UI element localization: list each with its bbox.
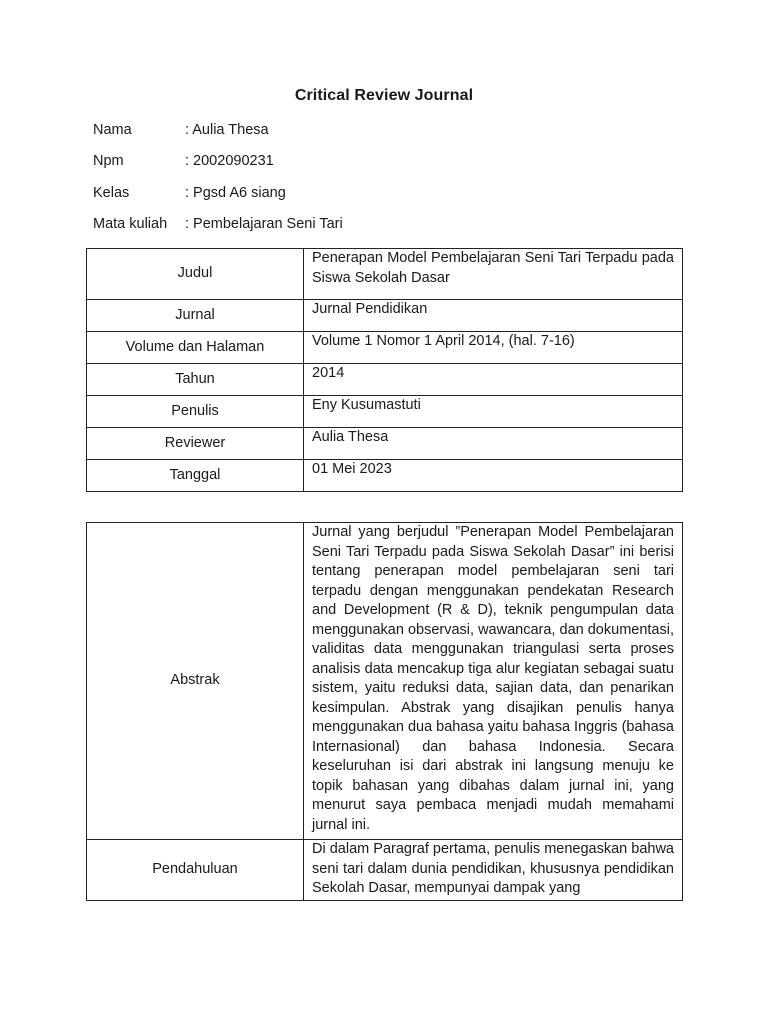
row-label: Pendahuluan: [87, 840, 304, 901]
meta-row-npm: [93, 152, 343, 183]
row-label: Volume dan Halaman: [87, 332, 304, 364]
meta-key: Mata kuliah: [93, 215, 168, 232]
meta-value: : 2002090231: [185, 153, 274, 170]
meta-row-mata-kuliah: [93, 215, 343, 246]
document-title: Critical Review Journal: [294, 87, 474, 104]
row-value: Aulia Thesa: [304, 428, 683, 460]
journal-info-table: [86, 248, 683, 492]
row-value: Volume 1 Nomor 1 April 2014, (hal. 7-16): [304, 332, 683, 364]
meta-key: Npm: [93, 153, 124, 170]
table-row: [87, 840, 683, 901]
row-value: Penerapan Model Pembelajaran Seni Tari Terpadu pada Siswa Sekolah Dasar: [304, 249, 683, 300]
review-table: [86, 522, 683, 901]
meta-row-kelas: [93, 184, 343, 215]
row-value: 2014: [304, 364, 683, 396]
table-row: [87, 428, 683, 460]
row-label: Reviewer: [87, 428, 304, 460]
table-row: [87, 300, 683, 332]
row-value-cell: [304, 840, 683, 901]
row-label: Abstrak: [87, 523, 304, 840]
row-value: Di dalam Paragraf pertama, penulis menegaskan bahwa seni tari dalam dunia pendidikan, khususnya pendidikan Sekolah Dasar, mempunyai dampak yang: [312, 841, 674, 896]
row-label: Tanggal: [87, 460, 304, 492]
row-value: 01 Mei 2023: [304, 460, 683, 492]
table-row: [87, 364, 683, 396]
table-row: [87, 523, 683, 840]
table-row: [87, 249, 683, 300]
row-label: Judul: [87, 249, 304, 300]
meta-value: : Pgsd A6 siang: [185, 184, 286, 201]
table-row: [87, 332, 683, 364]
row-label: Jurnal: [87, 300, 304, 332]
meta-value: : Aulia Thesa: [185, 122, 269, 138]
table-row: [87, 460, 683, 492]
meta-key: Kelas: [93, 184, 130, 201]
meta-value: : Pembelajaran Seni Tari: [185, 215, 343, 232]
meta-row-nama: [93, 121, 343, 152]
row-value: Jurnal Pendidikan: [304, 300, 683, 332]
student-info: [93, 121, 343, 246]
row-label: Tahun: [87, 364, 304, 396]
row-label: Penulis: [87, 396, 304, 428]
table-row: [87, 396, 683, 428]
meta-key: Nama: [93, 122, 132, 138]
row-value: Jurnal yang berjudul ”Penerapan Model Pembelajaran Seni Tari Terpadu pada Siswa Sekolah Dasar” ini berisi tentang penerapan model pembelajaran seni tari terpadu dengan menggunakan pendekatan Research and Development (R & D), teknik pengumpulan data menggunakan observasi, wawancara, dan dokumentasi, validitas data menggunakan triangulasi serta proses analisis data mencakup tiga alur kegiatan sebagai suatu sistem, yaitu reduksi data, sajian data, dan penarikan kesimpulan. Abstrak yang disajikan penulis hanya menggunakan dua bahasa yaitu bahasa Inggris (bahasa Internasional) dan bahasa Indonesia. Secara keseluruhan isi dari abstrak ini langsung menuju ke topik bahasan yang dibahas dalam jurnal ini, yang menurut saya pembaca menjadi mudah memahami jurnal ini.: [304, 523, 683, 840]
row-value: Eny Kusumastuti: [304, 396, 683, 428]
